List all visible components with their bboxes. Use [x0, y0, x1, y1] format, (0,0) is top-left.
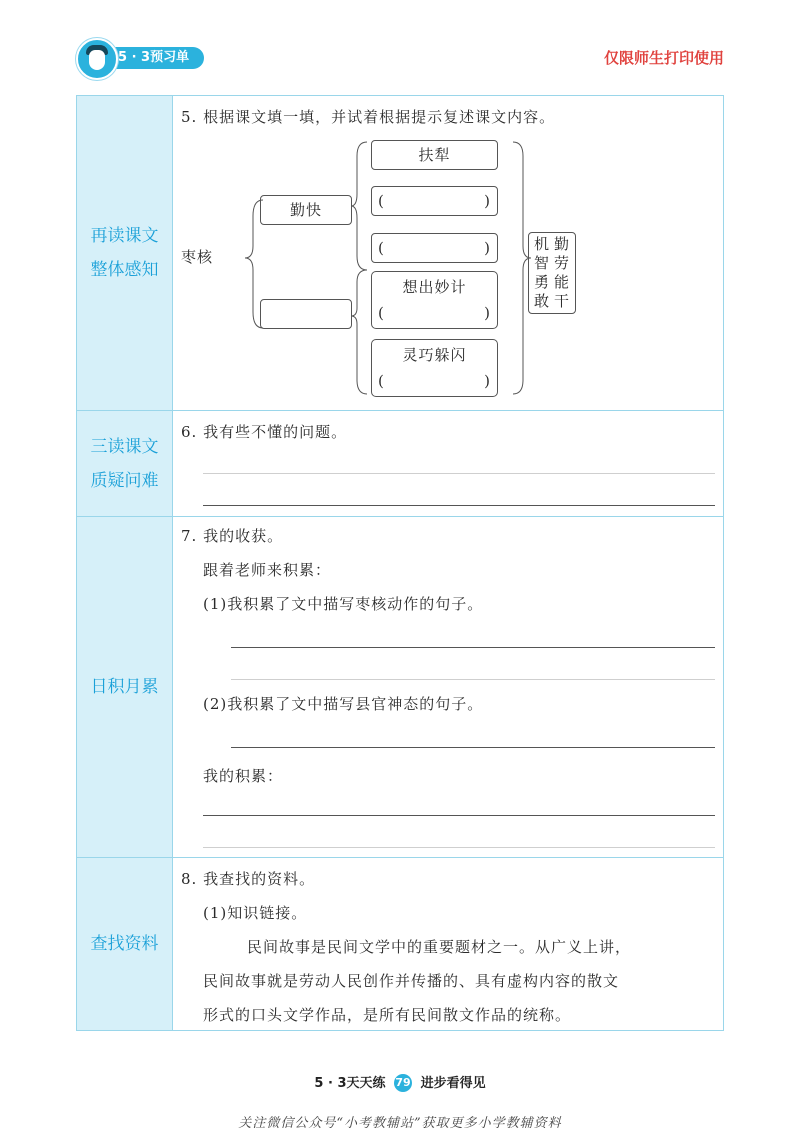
- print-notice: 仅限师生打印使用: [603, 49, 724, 67]
- branch-blank[interactable]: [260, 299, 352, 329]
- mascot-icon: [76, 38, 118, 80]
- item-dodge[interactable]: 灵巧躲闪 ( ): [371, 339, 498, 397]
- answer-line[interactable]: [231, 679, 715, 680]
- item-plow: 扶犁: [371, 140, 498, 170]
- paragraph-line: 民间故事是民间文学中的重要题材之一。从广义上讲，: [247, 938, 632, 956]
- sub-question-1: (1)我积累了文中描写枣核动作的句子。: [203, 595, 484, 613]
- paragraph-line: 民间故事就是劳动人民创作并传播的、具有虚构内容的散文: [203, 972, 620, 990]
- section-reread: [76, 95, 724, 410]
- page-footer: 5 · 3天天练 79 进步看得见: [314, 1076, 486, 1091]
- summary-box: 勤劳能干 机智勇敢: [528, 232, 576, 314]
- watermark: 关注微信公众号“小考教辅站”获取更多小学教辅资料: [238, 1116, 562, 1131]
- answer-line[interactable]: [203, 473, 715, 474]
- answer-line[interactable]: [203, 505, 715, 506]
- question-6: 6. 我有些不懂的问题。: [181, 423, 348, 441]
- section-research: [76, 857, 724, 1031]
- paragraph-line: 形式的口头文学作品，是所有民间散文作品的统称。: [203, 1006, 572, 1024]
- question-7: 7. 我的收获。: [181, 527, 284, 545]
- section-accumulate: [76, 516, 724, 857]
- question-8: 8. 我查找的资料。: [181, 870, 316, 888]
- section-label: 日积月累: [77, 517, 173, 857]
- page-number: 79: [394, 1074, 412, 1092]
- accumulate-intro: 跟着老师来积累：: [203, 561, 332, 579]
- branch2-brace: [351, 270, 367, 394]
- answer-line[interactable]: [231, 747, 715, 748]
- answer-line[interactable]: [231, 647, 715, 648]
- my-accumulation: 我的积累：: [203, 767, 284, 785]
- item-plan[interactable]: 想出妙计 ( ): [371, 271, 498, 329]
- answer-line[interactable]: [203, 847, 715, 848]
- section-label: 查找资料: [77, 858, 173, 1030]
- diagram-root: 枣核: [181, 248, 214, 266]
- answer-line[interactable]: [203, 815, 715, 816]
- question-5: 5. 根据课文填一填，并试着根据提示复述课文内容。: [181, 108, 556, 126]
- item-blank-1[interactable]: ( ): [371, 186, 498, 216]
- branch-diligent: 勤快: [260, 195, 352, 225]
- knowledge-link: (1)知识链接。: [203, 904, 308, 922]
- section-label: 再读课文 整体感知: [77, 96, 173, 410]
- item-blank-2[interactable]: ( ): [371, 233, 498, 263]
- sub-question-2: (2)我积累了文中描写县官神态的句子。: [203, 695, 484, 713]
- section-label: 三读课文 质疑问难: [77, 411, 173, 516]
- branch1-brace: [351, 142, 367, 270]
- section-questions: [76, 410, 724, 516]
- book-title: 5 · 3预习单: [118, 50, 190, 65]
